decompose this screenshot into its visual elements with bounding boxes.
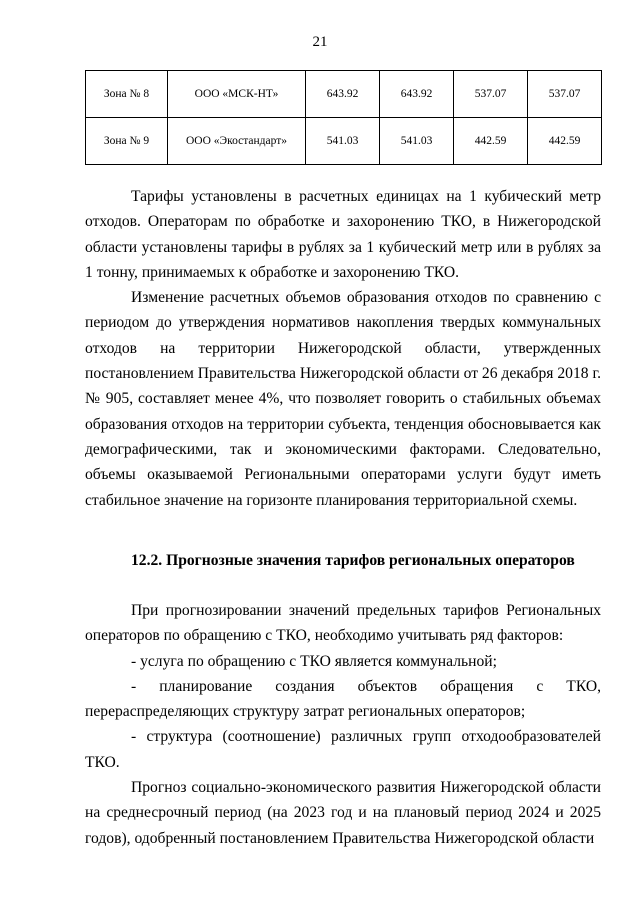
paragraph-tariff-units: Тарифы установлены в расчетных единицах на 1 кубический метр отходов. Операторам по обработке и захоронению ТКО, в Нижегородской области установлены тарифы в рублях за 1 кубический метр или в рублях за 1 тонну, принимаемых к обработке и захоронению ТКО. xyxy=(85,188,601,281)
section-heading: 12.2. Прогнозные значения тарифов региональных операторов xyxy=(131,552,575,569)
table-row xyxy=(86,118,602,165)
tariff-cell: 537.07 xyxy=(528,71,602,118)
tariff-cell: 442.59 xyxy=(528,118,602,165)
paragraph-volume-change: Изменение расчетных объемов образования отходов по сравнению с периодом до утверждения нормативов накопления твердых коммунальных отходов на территории Нижегородской области, утвержденных постановлением Правительства Нижегородской области от 26 декабря 2018 г. № 905, составляет менее 4%, что позволяет говорить о стабильных объемах образования отходов на территории субъекта, тенденция обосновывается как демографическими, так и экономическими факторами. Следовательно, объемы оказываемой Региональными операторами услуги будут иметь стабильное значение на горизонте планирования территориальной схемы. xyxy=(85,289,601,509)
list-item: - структура (соотношение) различных групп отходообразователей ТКО. xyxy=(85,728,601,771)
tariff-cell: 643.92 xyxy=(380,71,454,118)
tariff-cell: 643.92 xyxy=(306,71,380,118)
zone-cell: Зона № 9 xyxy=(86,118,168,165)
list-item-continuation: перераспределяющих структуру затрат региональных операторов; xyxy=(85,703,526,721)
list-item: - планирование создания объектов обращения с ТКО, xyxy=(131,677,601,695)
paragraph-intro: При прогнозировании значений предельных тарифов Региональных операторов по обращению с ТКО, необходимо учитывать ряд факторов: xyxy=(85,602,601,645)
operator-cell: ООО «МСК-НТ» xyxy=(168,71,306,118)
list-item: - услуга по обращению с ТКО является коммунальной; xyxy=(131,652,497,670)
tariff-cell: 537.07 xyxy=(454,71,528,118)
paragraph-forecast: Прогноз социально-экономического развития Нижегородской области на среднесрочный период (на 2023 год и на плановый период 2024 и 2025 годов), одобренный постановлением Правительства Нижегородской области xyxy=(85,779,601,847)
body-text-top xyxy=(85,184,601,513)
tariff-cell: 541.03 xyxy=(306,118,380,165)
zone-cell: Зона № 8 xyxy=(86,71,168,118)
table-row xyxy=(86,71,602,118)
tariff-cell: 442.59 xyxy=(454,118,528,165)
body-text-bottom xyxy=(85,598,601,851)
tariff-cell: 541.03 xyxy=(380,118,454,165)
operator-cell: ООО «Экостандарт» xyxy=(168,118,306,165)
tariff-table xyxy=(85,70,602,165)
page-number: 21 xyxy=(312,34,328,50)
